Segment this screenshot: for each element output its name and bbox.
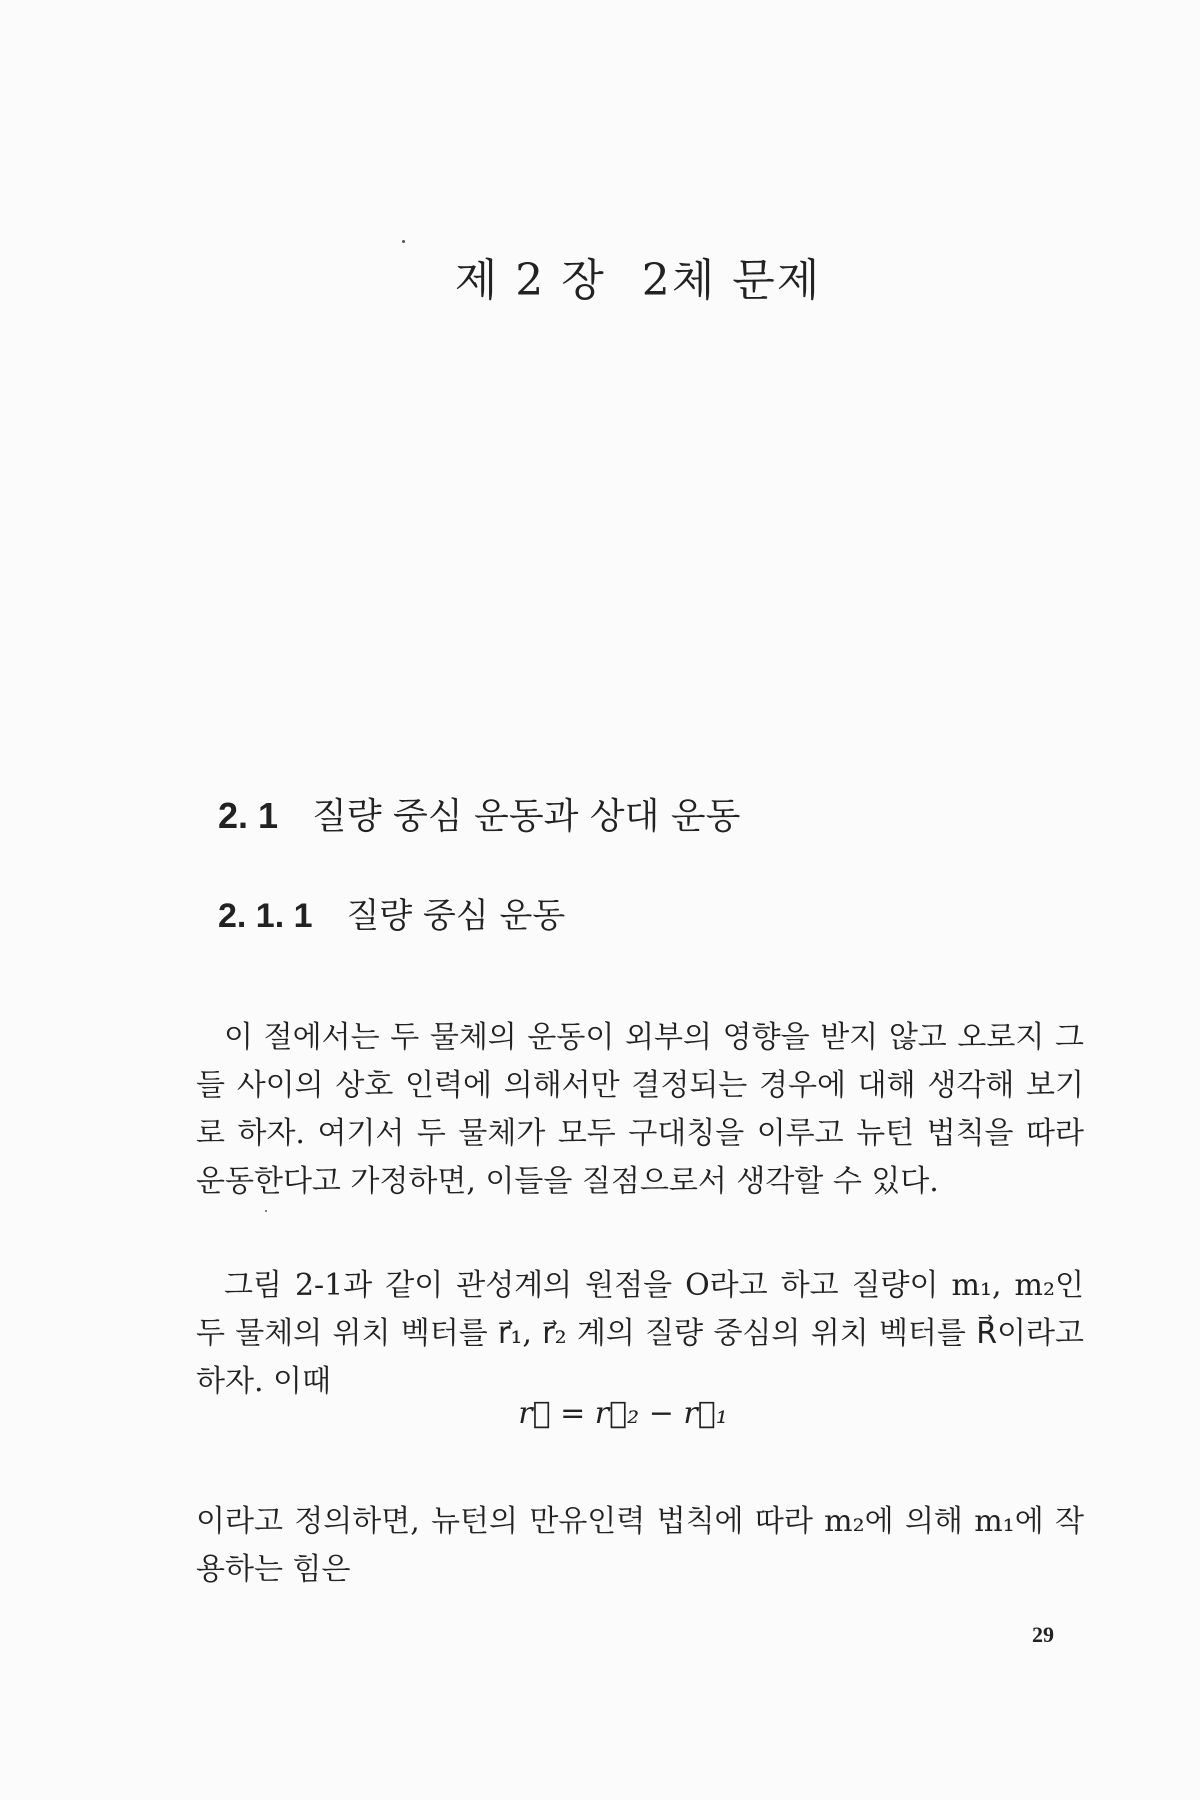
subsection-number: 2. 1. 1 xyxy=(218,897,313,935)
subsection-heading xyxy=(218,888,565,937)
page-number: 29 xyxy=(1032,1622,1054,1647)
scan-speck xyxy=(265,1210,267,1212)
chapter-name: 2체 문제 xyxy=(641,255,822,306)
section-title: 질량 중심 운동과 상대 운동 xyxy=(312,796,741,837)
section-heading xyxy=(218,788,740,839)
equation-relative-position: r⃗ = r⃗₂ − r⃗₁ xyxy=(518,1396,728,1431)
section-number: 2. 1 xyxy=(218,795,279,836)
subsection-title: 질량 중심 운동 xyxy=(346,896,566,936)
paragraph-position-vectors: 그림 2-1과 같이 관성계의 원점을 O라고 하고 질량이 m₁, m₂인 두 물체의 위치 벡터를 r⃗₁, r⃗₂ 계의 질량 중심의 위치 벡터를 R⃗이라고 하자. 이때 xyxy=(196,1268,1084,1399)
chapter-title xyxy=(0,244,1200,308)
paragraph-gravity-force: 이라고 정의하면, 뉴턴의 만유인력 법칙에 따라 m₂에 의해 m₁에 작용하는 힘은 xyxy=(196,1504,1084,1587)
scan-speck xyxy=(402,240,405,243)
chapter-number: 제 2 장 xyxy=(454,255,606,306)
paragraph-intro: 이 절에서는 두 물체의 운동이 외부의 영향을 받지 않고 오로지 그들 사이의 상호 인력에 의해서만 결정되는 경우에 대해 생각해 보기로 하자. 여기서 두 물체가 모두 구대칭을 이루고 뉴턴 법칙을 따라 운동한다고 가정하면, 이들을 질점으로서 생각할 수 있다. xyxy=(196,1020,1084,1199)
